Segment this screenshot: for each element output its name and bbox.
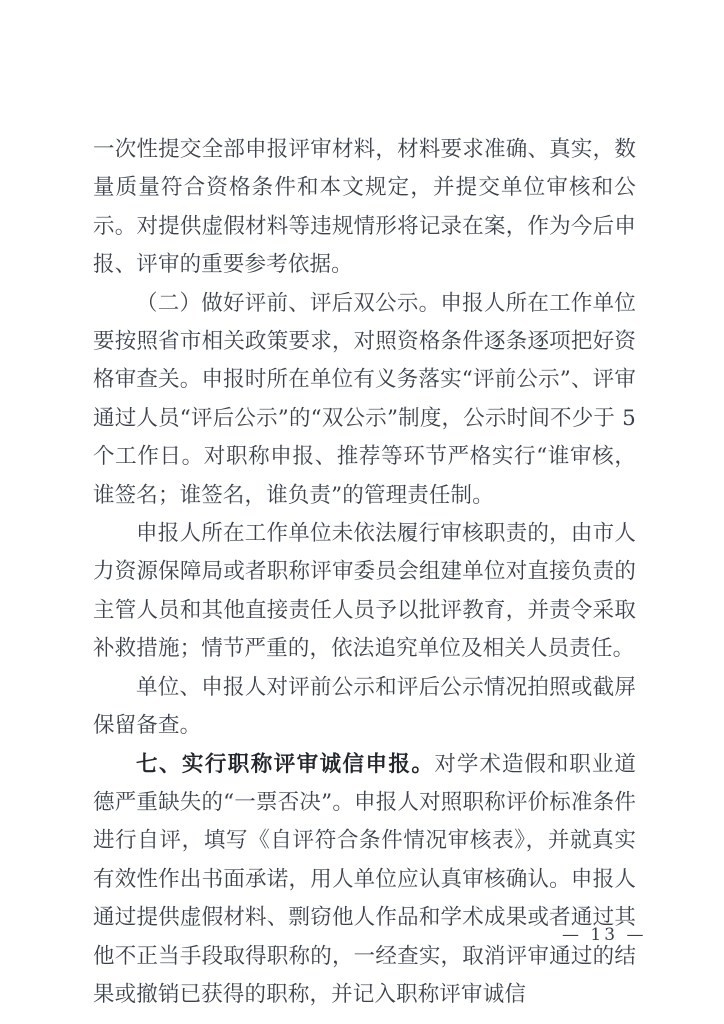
paragraph-text: 申报人所在工作单位要按照省市相关政策要求，对照资格条件逐条逐项把好资格审查关。申报时所在单位有义务落实“评前公示”、评审通过人员“评后公示”的“双公示”制度，公示时间不少于 5 个工作日。对职称申报、推荐等环节严格实行“谁审核，谁签名；谁签名，谁负责”的管理责任制。 <box>93 290 636 508</box>
paragraph-double-publicity <box>93 285 636 515</box>
paragraph-text: 申报人所在工作单位未依法履行审核职责的，由市人力资源保障局或者职称评审委员会组建单位对直接负责的主管人员和其他直接责任人员予以批评教育，并责令采取补救措施；情节严重的，依法追究单位及相关人员责任。 <box>93 521 636 662</box>
paragraph-text: 对学术造假和职业道德严重缺失的“一票否决”。申报人对照职称评价标准条件进行自评，填写《自评符合条件情况审核表》，并就真实有效性作出书面承诺，用人单位应认真审核确认。申报人通过提供虚假材料、剽窃他人作品和学术成果或者通过其他不正当手段取得职称的，一经查实，取消评审通过的结果或撤销已获得的职称，并记入职称评审诚信 <box>93 751 636 1007</box>
paragraph-continuation <box>93 131 636 285</box>
paragraph-responsibility <box>93 515 636 669</box>
paragraph-screenshot-archive <box>93 669 636 746</box>
subheading-double-publicity: （二）做好评前、评后双公示。 <box>136 290 441 316</box>
paragraph-text: 一次性提交全部申报评审材料，材料要求准确、真实，数量质量符合资格条件和本文规定，并提交单位审核和公示。对提供虚假材料等违规情形将记录在案，作为今后申报、评审的重要参考依据。 <box>93 137 636 278</box>
paragraph-text: 单位、申报人对评前公示和评后公示情况拍照或截屏保留备查。 <box>93 674 636 739</box>
section-heading-seven: 七、实行职称评审诚信申报。 <box>136 751 435 777</box>
page-number: — 13 — <box>562 925 647 945</box>
document-text-body <box>93 131 636 1014</box>
paragraph-integrity-declaration <box>93 746 636 1015</box>
